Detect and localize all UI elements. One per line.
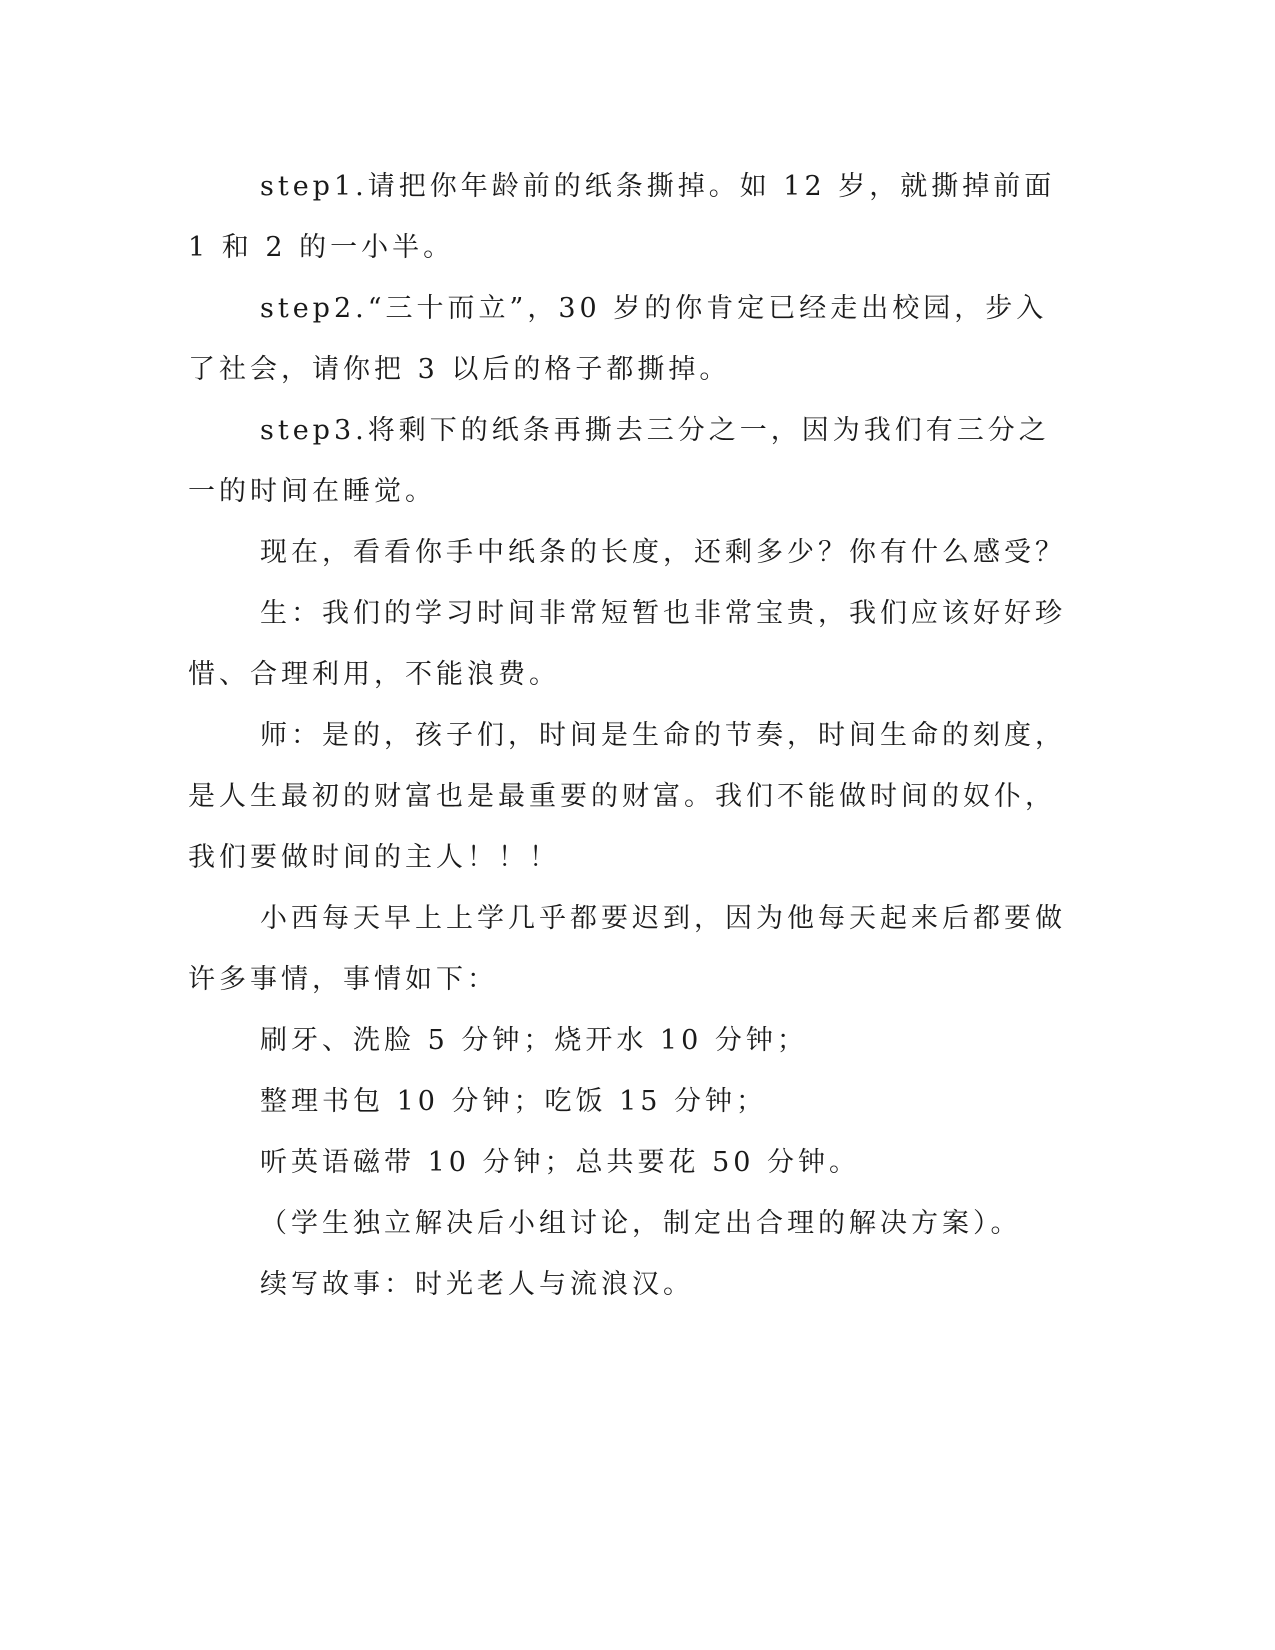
document-body bbox=[188, 156, 1074, 1315]
list-item-task-2: 整理书包 10 分钟；吃饭 15 分钟； bbox=[260, 1086, 768, 1117]
paragraph-step2: step2.“三十而立”，30 岁的你肯定已经走出校园，步入了社会，请你把 3 以后的格子都撕掉。 bbox=[188, 293, 1048, 385]
paragraph-step3: step3.将剩下的纸条再撕去三分之一，因为我们有三分之一的时间在睡觉。 bbox=[188, 415, 1050, 507]
paragraph-student-answer: 生：我们的学习时间非常短暂也非常宝贵，我们应该好好珍惜、合理利用，不能浪费。 bbox=[188, 598, 1066, 690]
paragraph-continue-story: 续写故事：时光老人与流浪汉。 bbox=[260, 1269, 694, 1300]
paragraph-xiaoxi-story: 小西每天早上上学几乎都要迟到，因为他每天起来后都要做许多事情，事情如下： bbox=[188, 903, 1066, 995]
paragraph-question: 现在，看看你手中纸条的长度，还剩多少？你有什么感受？ bbox=[260, 537, 1066, 568]
paragraph-discussion-note: （学生独立解决后小组讨论，制定出合理的解决方案）。 bbox=[260, 1208, 1022, 1239]
paragraph-teacher-remark: 师：是的，孩子们，时间是生命的节奏，时间生命的刻度，是人生最初的财富也是最重要的财富。我们不能做时间的奴仆，我们要做时间的主人！！！ bbox=[188, 720, 1066, 873]
paragraph-step1: step1.请把你年龄前的纸条撕掉。如 12 岁，就撕掉前面 1 和 2 的一小半。 bbox=[188, 171, 1056, 263]
list-item-task-1: 刷牙、洗脸 5 分钟；烧开水 10 分钟； bbox=[260, 1025, 808, 1056]
list-item-task-3: 听英语磁带 10 分钟；总共要花 50 分钟。 bbox=[260, 1147, 861, 1178]
